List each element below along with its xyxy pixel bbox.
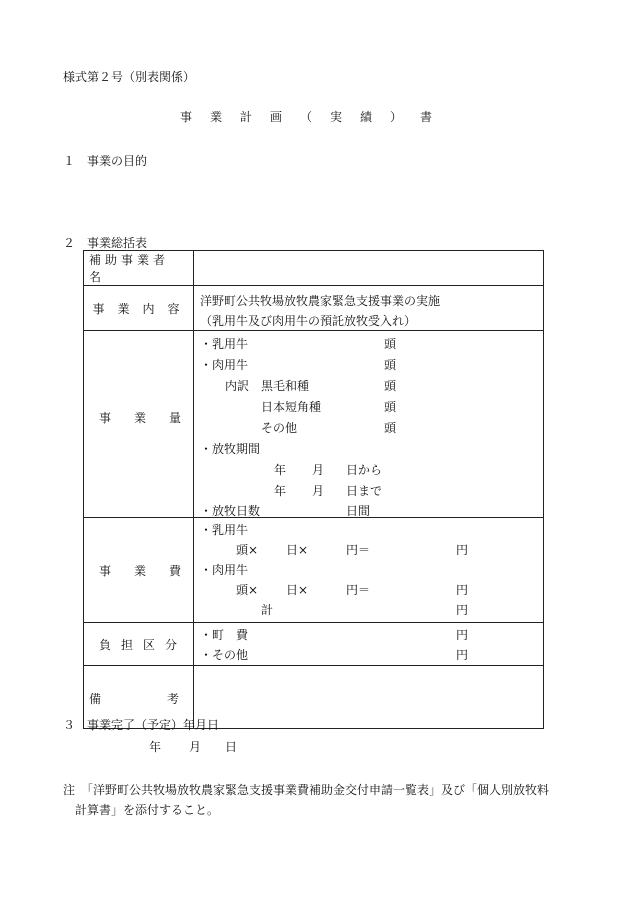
remarks-label: 備考 xyxy=(89,692,246,706)
quantity-dairy: ・乳用牛 xyxy=(200,337,249,351)
cost-beef: ・肉用牛 xyxy=(200,563,249,577)
section-summary-heading: ２ 事業総括表 xyxy=(63,236,148,250)
share-other: ・その他 xyxy=(200,648,249,662)
period-to-day: 日まで xyxy=(346,484,383,498)
period-from-year: 年 xyxy=(274,463,287,477)
cost-dairy-day: 日× xyxy=(286,543,309,557)
operator-value[interactable] xyxy=(194,251,544,286)
quantity-kuroge: 黒毛和種 xyxy=(261,379,310,393)
table-row-quantity xyxy=(84,331,544,518)
cost-beef-yen-eq: 円＝ xyxy=(346,583,371,597)
quantity-grazing-days-unit: 日間 xyxy=(346,504,371,518)
quantity-dairy-unit: 頭 xyxy=(384,337,397,351)
quantity-other: その他 xyxy=(261,421,298,435)
quantity-beef-unit: 頭 xyxy=(384,358,397,372)
table-row-cost xyxy=(84,518,544,623)
remarks-value[interactable] xyxy=(194,666,544,729)
quantity-nihon-tankaku-unit: 頭 xyxy=(384,400,397,414)
period-from-month: 月 xyxy=(312,463,325,477)
period-to-month: 月 xyxy=(312,484,325,498)
quantity-label: 事業量 xyxy=(99,411,205,425)
content-line-2: （乳用牛及び肉用牛の預託放牧受入れ） xyxy=(200,314,417,328)
quantity-grazing-days: ・放牧日数 xyxy=(200,504,261,518)
quantity-nihon-tankaku: 日本短角種 xyxy=(261,400,322,414)
cost-beef-day: 日× xyxy=(286,583,309,597)
table-row-content xyxy=(84,286,544,331)
table-row-operator xyxy=(84,251,544,286)
period-from-day: 日から xyxy=(346,463,383,477)
document-title xyxy=(0,108,630,125)
operator-label: 補助事業者名 xyxy=(89,253,170,284)
period-to-year: 年 xyxy=(274,484,287,498)
share-town-yen: 円 xyxy=(456,628,469,642)
share-value[interactable] xyxy=(194,623,544,666)
cost-value[interactable] xyxy=(194,518,544,623)
quantity-beef: ・肉用牛 xyxy=(200,358,249,372)
note-line-2: 計算書」を添付すること。 xyxy=(75,803,220,817)
share-label: 負担区分 xyxy=(99,638,188,652)
quantity-value[interactable] xyxy=(194,331,544,518)
document-title-text: 事業計画（実績）書 xyxy=(179,110,450,124)
form-number: 様式第２号（別表関係） xyxy=(63,70,196,84)
completion-day: 日 xyxy=(225,740,238,754)
summary-table xyxy=(83,250,544,729)
quantity-grazing-period: ・放牧期間 xyxy=(200,442,261,456)
completion-year: 年 xyxy=(149,740,162,754)
cost-dairy-yen-eq: 円＝ xyxy=(346,543,371,557)
table-row-share xyxy=(84,623,544,666)
quantity-other-unit: 頭 xyxy=(384,421,397,435)
cost-dairy-yen: 円 xyxy=(456,543,469,557)
cost-dairy: ・乳用牛 xyxy=(200,523,249,537)
cost-total-label: 計 xyxy=(261,603,274,617)
content-line-1: 洋野町公共牧場放牧農家緊急支援事業の実施 xyxy=(200,294,441,308)
section-completion-heading: ３ 事業完了（予定）年月日 xyxy=(63,718,220,732)
share-other-yen: 円 xyxy=(456,648,469,662)
cost-label: 事業費 xyxy=(99,564,205,578)
cost-dairy-head: 頭× xyxy=(236,543,259,557)
note-line-1: 注 「洋野町公共牧場放牧農家緊急支援事業費補助金交付申請一覧表」及び「個人別放牧料 xyxy=(63,783,550,797)
quantity-kuroge-unit: 頭 xyxy=(384,379,397,393)
cost-beef-yen: 円 xyxy=(456,583,469,597)
quantity-breakdown: 内訳 xyxy=(225,379,250,393)
content-value[interactable] xyxy=(194,286,544,331)
content-label: 事業内容 xyxy=(92,301,193,316)
share-town: ・町 費 xyxy=(200,628,249,642)
cost-total-yen: 円 xyxy=(456,603,469,617)
cost-beef-head: 頭× xyxy=(236,583,259,597)
completion-month: 月 xyxy=(189,740,202,754)
section-purpose-heading: １ 事業の目的 xyxy=(63,154,148,168)
